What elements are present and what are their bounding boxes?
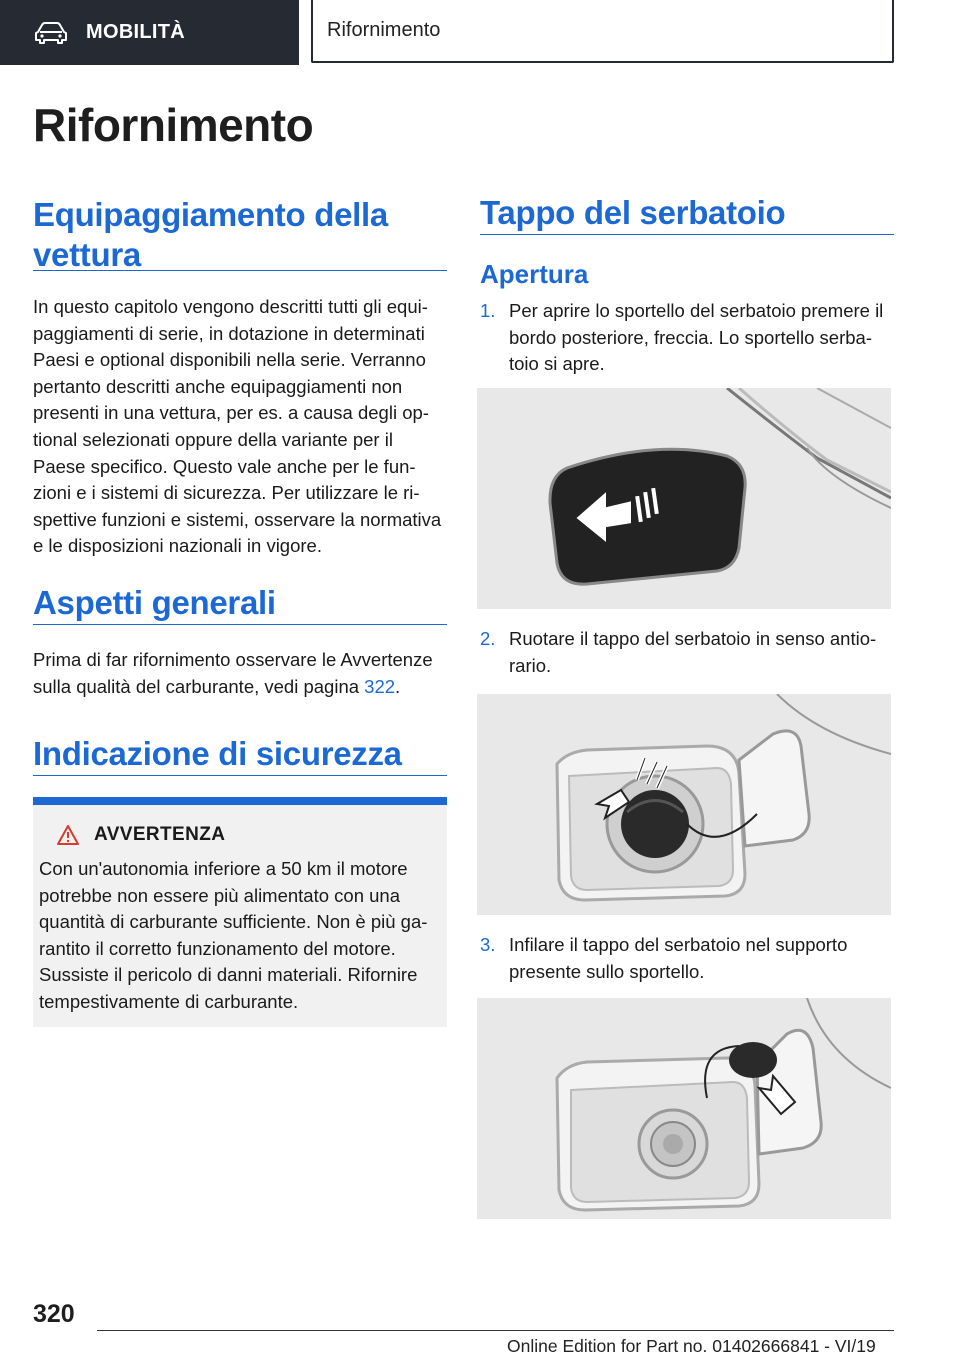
warning-line: Con un'autonomia inferiore a 50 km il motore bbox=[39, 858, 408, 879]
step-number: 1. bbox=[480, 300, 496, 321]
warning-header bbox=[56, 824, 225, 846]
warning-line: rantito il corretto funzionamento del motore. bbox=[39, 937, 396, 959]
opening-subheading: Apertura bbox=[480, 259, 589, 289]
equipment-rule bbox=[33, 270, 447, 271]
edition-text: Online Edition for Part no. 01402666841 - VI/19 bbox=[507, 1336, 876, 1356]
fuel-cap-holder-illustration bbox=[477, 998, 891, 1219]
step-line: Ruotare il tappo del serbatoio in senso antio‐ bbox=[509, 628, 877, 649]
equipment-paragraph bbox=[33, 294, 453, 560]
step-1 bbox=[480, 298, 895, 378]
equipment-heading: Equipaggiamento della vettura bbox=[33, 196, 388, 273]
warning-line: Sussiste il pericolo di danni materiali. Rifornire bbox=[39, 964, 418, 986]
general-paragraph bbox=[33, 647, 453, 700]
chapter-tab[interactable] bbox=[311, 0, 894, 63]
chapter-label: Rifornimento bbox=[327, 19, 441, 41]
section-label: MOBILITÀ bbox=[86, 21, 186, 43]
paragraph-line: pertanto descritti anche equipaggiamenti non bbox=[33, 375, 403, 397]
warning-line: quantità di carburante sufficiente. Non è più ga‐ bbox=[39, 911, 428, 933]
paragraph-line: tional selezionati oppure della variante per il bbox=[33, 428, 393, 450]
paragraph-line: presenti in una vettura, per es. a causa degli op‐ bbox=[33, 402, 429, 424]
general-rule bbox=[33, 624, 447, 625]
paragraph-line: Paese specifico. Questo vale anche per le fun‐ bbox=[33, 455, 416, 477]
equipment-section bbox=[33, 195, 447, 275]
step-number: 2. bbox=[480, 628, 496, 649]
step-3 bbox=[480, 932, 895, 985]
paragraph-line: zioni e i sistemi di sicurezza. Per utilizzare le ri‐ bbox=[33, 482, 420, 504]
paragraph-line bbox=[33, 674, 453, 701]
car-icon bbox=[34, 22, 68, 44]
step-line: rario. bbox=[509, 654, 552, 676]
paragraph-line: paggiamenti di serie, in dotazione in determinati bbox=[33, 322, 425, 344]
step-line: Per aprire lo sportello del serbatoio premere il bbox=[509, 300, 884, 321]
section-tab[interactable] bbox=[0, 0, 299, 65]
step-line: Infilare il tappo del serbatoio nel supporto bbox=[509, 934, 848, 955]
fuel-flap-closed-illustration bbox=[477, 388, 891, 609]
warning-line: potrebbe non essere più alimentato con una bbox=[39, 884, 401, 906]
paragraph-text: . bbox=[395, 675, 401, 697]
warning-bar bbox=[33, 797, 447, 805]
page-link[interactable]: 322 bbox=[364, 675, 396, 697]
warning-line: tempestivamente di carburante. bbox=[39, 990, 299, 1012]
page-number: 320 bbox=[33, 1300, 75, 1328]
page-title: Rifornimento bbox=[33, 99, 314, 151]
paragraph-line: In questo capitolo vengono descritti tutti gli equi‐ bbox=[33, 296, 428, 317]
fuel-cap-heading: Tappo del serbatoio bbox=[480, 194, 786, 231]
step-line: bordo posteriore, freccia. Lo sportello serba‐ bbox=[509, 326, 872, 348]
general-heading: Aspetti generali bbox=[33, 584, 276, 621]
footer-rule bbox=[97, 1330, 894, 1331]
paragraph-text: sulla qualità del carburante, vedi pagina bbox=[33, 675, 365, 697]
fuel-cap-rule bbox=[480, 234, 894, 235]
step-2 bbox=[480, 626, 895, 679]
warning-text bbox=[39, 856, 447, 1016]
step-line: toio si apre. bbox=[509, 353, 605, 375]
step-line: presente sullo sportello. bbox=[509, 960, 705, 982]
warning-triangle-icon bbox=[56, 824, 80, 846]
safety-heading: Indicazione di sicurezza bbox=[33, 735, 402, 772]
paragraph-line: spettive funzioni e sistemi, osservare la normativa bbox=[33, 508, 442, 530]
paragraph-line: Paesi e optional disponibili nella serie. Verranno bbox=[33, 349, 426, 371]
safety-rule bbox=[33, 775, 447, 776]
warning-label: AVVERTENZA bbox=[94, 824, 226, 845]
paragraph-line: e le disposizioni nazionali in vigore. bbox=[33, 535, 322, 557]
fuel-cap-turn-illustration bbox=[477, 694, 891, 915]
paragraph-line: Prima di far rifornimento osservare le Avvertenze bbox=[33, 649, 433, 670]
step-number: 3. bbox=[480, 934, 496, 955]
